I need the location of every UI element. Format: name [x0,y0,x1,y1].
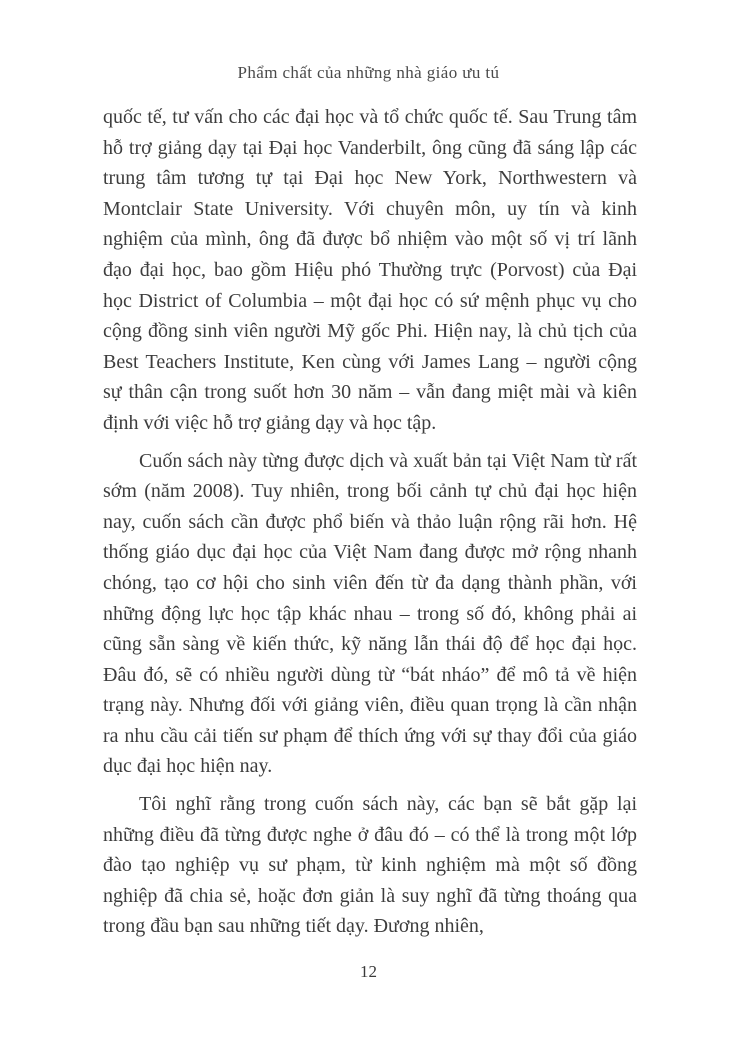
paragraph: Tôi nghĩ rằng trong cuốn sách này, các bạn sẽ bắt gặp lại những điều đã từng được nghe ở đâu đó – có thể là trong một lớp đào tạo nghiệp vụ sư phạm, từ kinh nghiệm mà một số đồng nghiệp đã chia sẻ, hoặc đơn giản là suy nghĩ đã từng thoáng qua trong đầu bạn sau những tiết dạy. Đương nhiên, [103,793,637,938]
page-body [103,102,637,949]
running-head: Phẩm chất của những nhà giáo ưu tú [237,63,500,82]
paragraph-continued: quốc tế, tư vấn cho các đại học và tổ chức quốc tế. Sau Trung tâm hỗ trợ giảng dạy tại Đại học Vanderbilt, ông cũng đã sáng lập các trung tâm tương tự tại Đại học New York, Northwestern và Montclair State University. Với chuyên môn, uy tín và kinh nghiệm của mình, ông đã được bổ nhiệm vào một số vị trí lãnh đạo đại học, bao gồm Hiệu phó Thường trực (Porvost) của Đại học District of Columbia – một đại học có sứ mệnh phục vụ cho cộng đồng sinh viên người Mỹ gốc Phi. Hiện nay, là chủ tịch của Best Teachers Institute, Ken cùng với James Lang – người cộng sự thân cận trong suốt hơn 30 năm – vẫn đang miệt mài và kiên định với việc hỗ trợ giảng dạy và học tập. [103,106,637,434]
page-number: 12 [360,962,377,981]
paragraph: Cuốn sách này từng được dịch và xuất bản tại Việt Nam từ rất sớm (năm 2008). Tuy nhiên, trong bối cảnh tự chủ đại học hiện nay, cuốn sách cần được phổ biến và thảo luận rộng rãi hơn. Hệ thống giáo dục đại học của Việt Nam đang được mở rộng nhanh chóng, tạo cơ hội cho sinh viên đến từ đa dạng thành phần, với những động lực học tập khác nhau – trong số đó, không phải ai cũng sẵn sàng về kiến thức, kỹ năng lẫn thái độ để học đại học. Đâu đó, sẽ có nhiều người dùng từ “bát nháo” để mô tả về hiện trạng này. Nhưng đối với giảng viên, điều quan trọng là cần nhận ra nhu cầu cải tiến sư phạm để thích ứng với sự thay đổi của giáo dục đại học hiện nay. [103,449,637,778]
